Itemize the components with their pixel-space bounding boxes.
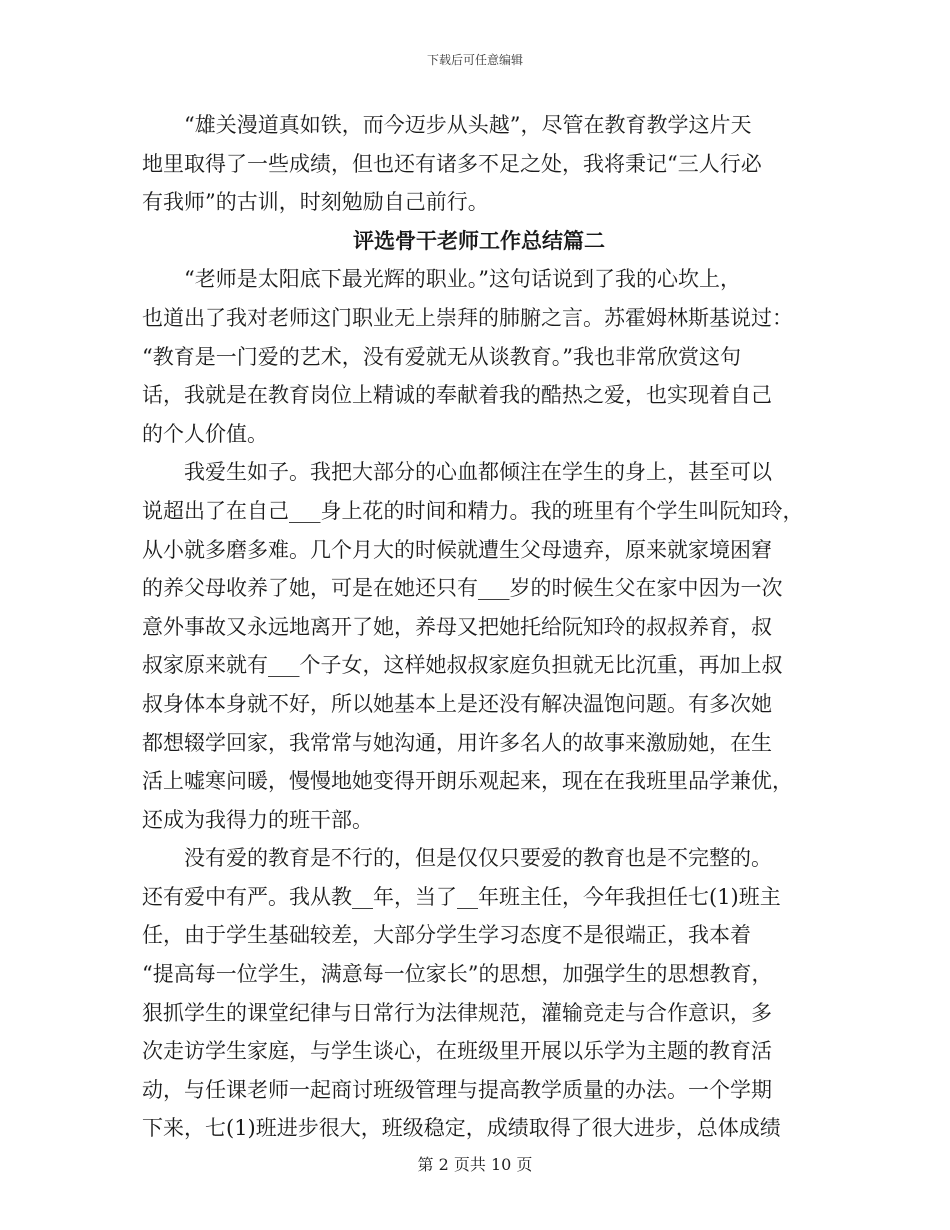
text-line: 从小就多磨多难。几个月大的时候就遭生父母遗弃，原来就家境困窘 [142, 537, 772, 562]
page-header: 下载后可任意编辑 [426, 53, 523, 67]
text-line: 动，与任课老师一起商讨班级管理与提高教学质量的办法。一个学期 [142, 1077, 772, 1102]
text-line: 狠抓学生的课堂纪律与日常行为法律规范，灌输竞走与合作意识，多 [142, 1000, 772, 1025]
page-footer: 第 2 页共 10 页 [417, 1155, 533, 1174]
text-line: 还有爱中有严。我从教__年，当了__年班主任，今年我担任七(1)班主 [142, 884, 781, 909]
text-line: “雄关漫道真如铁，而今迈步从头越”，尽管在教育教学这片天 [142, 113, 752, 137]
text-line: 活上嘘寒问暖，慢慢地她变得开朗乐观起来，现在在我班里品学兼优， [142, 769, 793, 794]
text-line: 还成为我得力的班干部。 [142, 807, 373, 832]
text-line: 有我师”的古训，时刻勉励自己前行。 [142, 190, 489, 215]
text-line: 下来，七(1)班进步很大，班级稳定，成绩取得了很大进步，总体成绩 [142, 1116, 781, 1141]
text-line: 也道出了我对老师这门职业无上崇拜的肺腑之言。苏霍姆林斯基说过： [142, 305, 793, 330]
text-line: 都想辍学回家，我常常与她沟通，用许多名人的故事来激励她，在生 [142, 730, 772, 755]
text-line: 没有爱的教育是不行的，但是仅仅只要爱的教育也是不完整的。 [142, 846, 772, 871]
text-line: 意外事故又永远地离开了她，养母又把她托给阮知玲的叔叔养育，叔 [142, 614, 772, 639]
text-line: 叔身体本身就不好，所以她基本上是还没有解决温饱问题。有多次她 [142, 691, 772, 716]
text-line: 话，我就是在教育岗位上精诚的奉献着我的酷热之爱，也实现着自己 [142, 383, 772, 408]
text-line: 说超出了在自己___身上花的时间和精力。我的班里有个学生叫阮知玲， [142, 498, 804, 523]
text-line: 我爱生如子。我把大部分的心血都倾注在学生的身上，甚至可以 [142, 460, 772, 485]
text-line: 的养父母收养了她，可是在她还只有___岁的时候生父在家中因为一次 [142, 576, 783, 601]
text-line: 叔家原来就有___个子女，这样她叔叔家庭负担就无比沉重，再加上叔 [142, 653, 783, 678]
text-line: 任，由于学生基础较差，大部分学生学习态度不是很端正，我本着 [142, 923, 751, 948]
text-line: 地里取得了一些成绩，但也还有诸多不足之处，我将秉记“三人行必 [142, 151, 762, 176]
text-line: “教育是一门爱的艺术，没有爱就无从谈教育。”我也非常欣赏这句 [142, 344, 741, 369]
document-body [142, 106, 808, 1148]
section-heading: 评选骨干老师工作总结篇二 [353, 227, 605, 253]
text-line: “提高每一位学生，满意每一位家长”的思想，加强学生的思想教育， [142, 962, 773, 987]
text-line: 次走访学生家庭，与学生谈心，在班级里开展以乐学为主题的教育活 [142, 1039, 772, 1064]
text-line: 的个人价值。 [142, 421, 268, 446]
text-line: “老师是太阳底下最光辉的职业。”这句话说到了我的心坎上， [142, 267, 741, 292]
